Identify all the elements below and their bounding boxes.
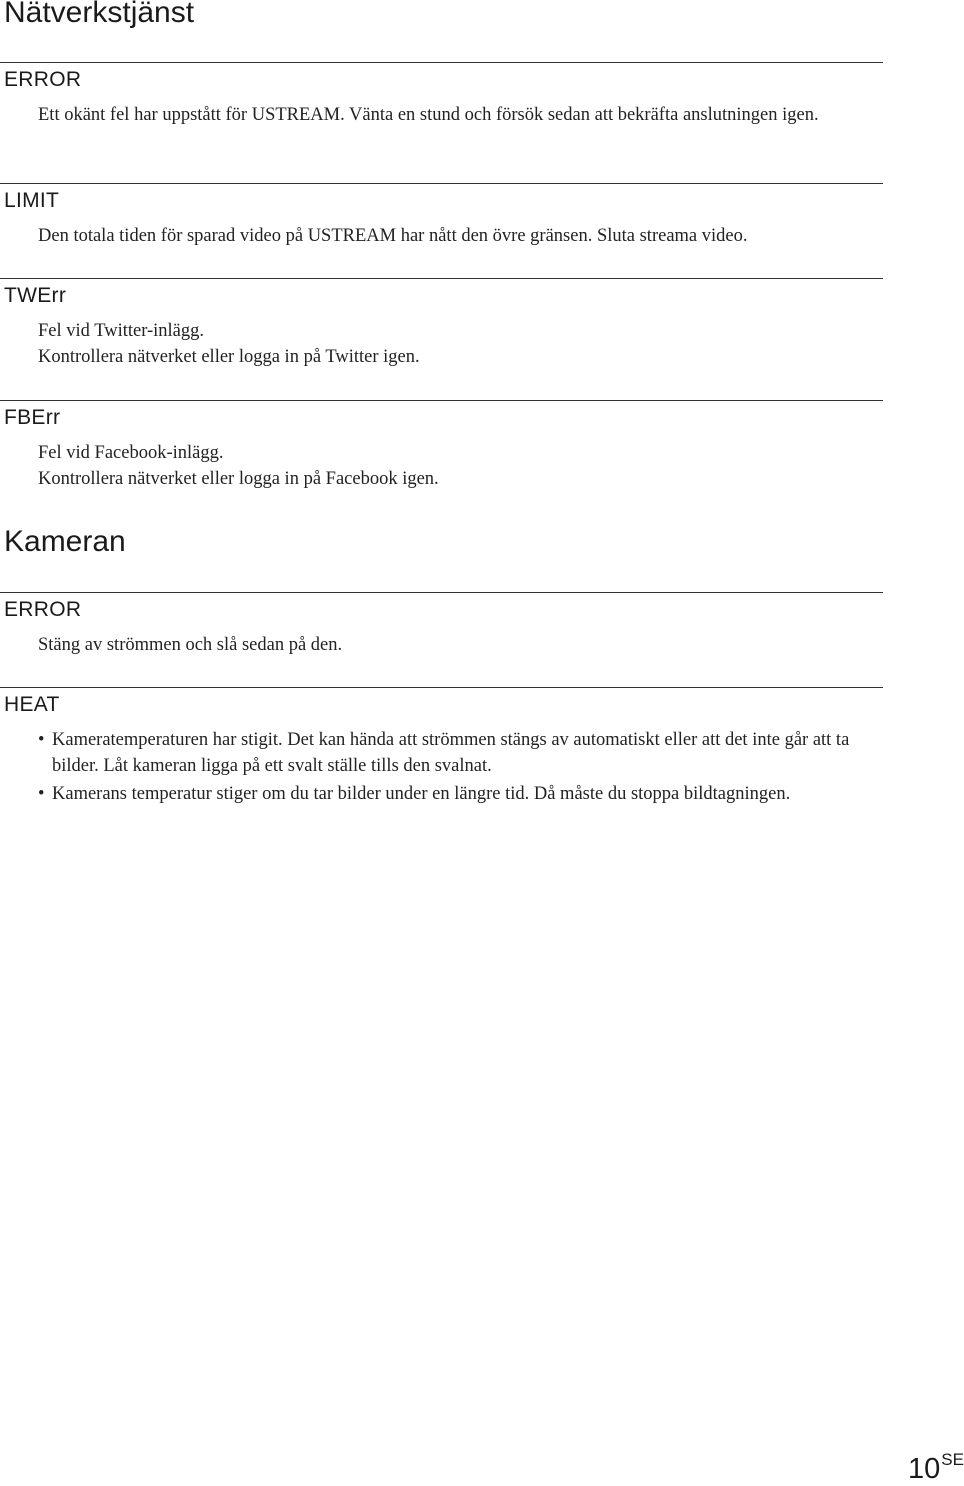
divider — [0, 592, 883, 593]
message-description — [38, 440, 883, 492]
message-description — [38, 102, 883, 128]
section-title-natverkstjanst: Nätverkstjänst — [4, 0, 195, 29]
divider — [0, 687, 883, 688]
description-line: Den totala tiden för sparad video på USTREAM har nått den övre gränsen. Sluta streama video. — [38, 226, 748, 246]
list-item-text: Kamerans temperatur stiger om du tar bilder under en längre tid. Då måste du stoppa bildtagningen. — [52, 784, 791, 804]
page-number — [908, 1443, 964, 1486]
divider — [0, 62, 883, 63]
description-line: Kontrollera nätverket eller logga in på Twitter igen. — [38, 347, 420, 367]
message-code: HEAT — [4, 693, 60, 716]
message-entry-error-network — [0, 62, 883, 162]
description-line: Fel vid Facebook-inlägg. — [38, 443, 224, 463]
message-code: ERROR — [4, 68, 82, 91]
message-code: TWErr — [4, 284, 67, 307]
message-description — [38, 318, 883, 370]
divider — [0, 400, 883, 401]
list-item — [38, 727, 883, 779]
message-code: ERROR — [4, 598, 82, 621]
page-number-value: 10 — [908, 1453, 941, 1485]
description-line: Ett okänt fel har uppstått för USTREAM. Vänta en stund och försök sedan att bekräfta anslutningen igen. — [38, 105, 819, 125]
message-entry-heat — [0, 687, 883, 817]
message-entry-fberr — [0, 400, 883, 500]
list-item — [38, 781, 883, 807]
message-description — [38, 632, 883, 658]
bullet-icon: • — [38, 730, 45, 750]
description-line: Stäng av strömmen och slå sedan på den. — [38, 635, 343, 655]
list-item-text: Kameratemperaturen har stigit. Det kan hända att strömmen stängs av automatiskt eller att det inte går att ta bilder. Låt kameran ligga på ett svalt ställe tills den svalnat. — [52, 730, 850, 776]
description-line: Fel vid Twitter-inlägg. — [38, 321, 205, 341]
message-entry-limit — [0, 183, 883, 263]
page-number-suffix: SE — [941, 1450, 964, 1469]
bullet-icon: • — [38, 784, 45, 804]
divider — [0, 183, 883, 184]
message-description — [38, 223, 883, 249]
divider — [0, 278, 883, 279]
section-title-kameran: Kameran — [4, 525, 126, 558]
message-entry-error-camera — [0, 592, 883, 672]
description-line: Kontrollera nätverket eller logga in på Facebook igen. — [38, 469, 439, 489]
message-code: LIMIT — [4, 189, 60, 212]
message-code: FBErr — [4, 406, 61, 429]
bullet-list — [38, 727, 883, 809]
message-entry-twerr — [0, 278, 883, 378]
